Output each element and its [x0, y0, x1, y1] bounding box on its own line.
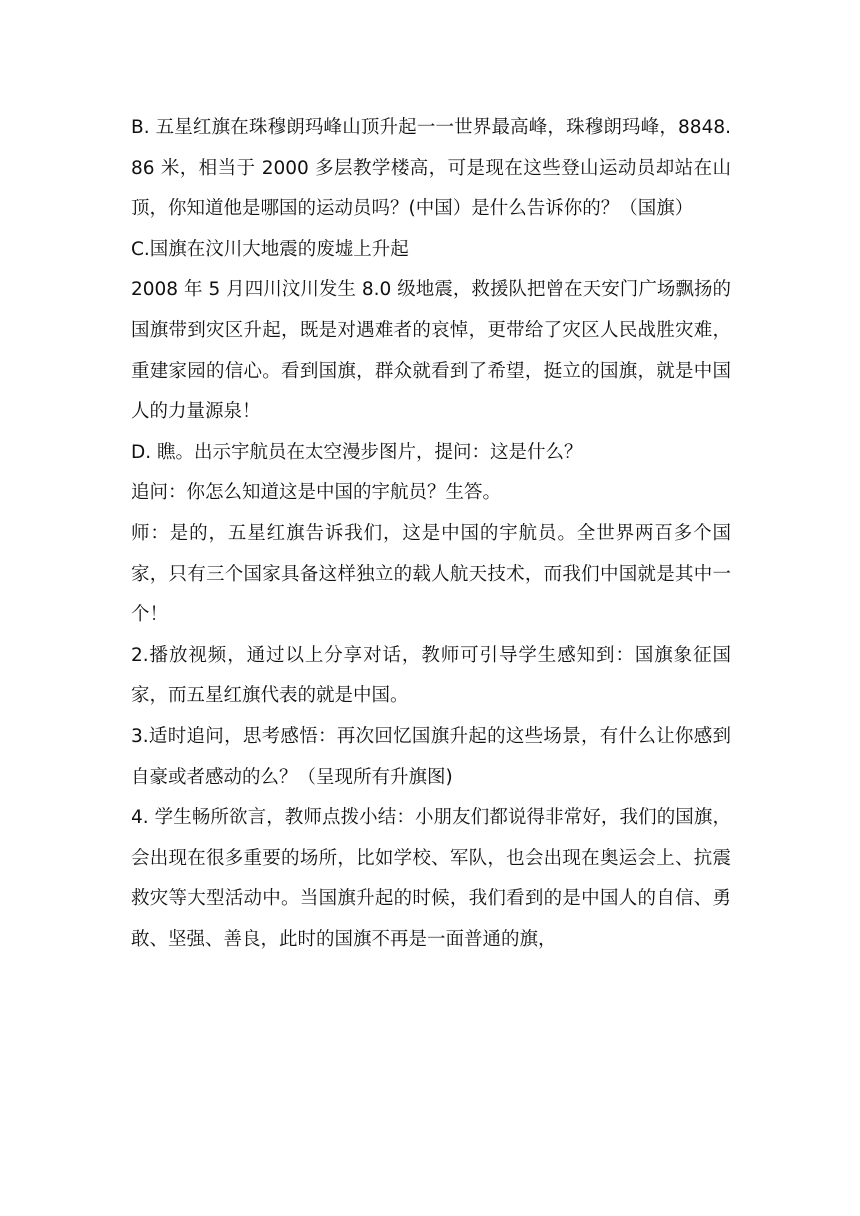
paragraph-step-2-video: 2.播放视频，通过以上分享对话，教师可引导学生感知到：国旗象征国家，而五星红旗代表的就是中国。 [131, 644, 731, 707]
paragraph-b-everest: B. 五星红旗在珠穆朗玛峰山顶升起一一世界最高峰，珠穆朗玛峰，8848.86 米，相当于 2000 多层教学楼高，可是现在这些登山运动员却站在山顶，你知道他是哪国的运动员吗？(中国）是什么告诉你的？（国旗） [131, 117, 731, 220]
paragraph-follow-up-question: 追问：你怎么知道这是中国的宇航员？生答。 [131, 482, 502, 504]
paragraph-step-3-reflection: 3.适时追问，思考感悟：再次回忆国旗升起的这些场景，有什么让你感到自豪或者感动的么？（呈现所有升旗图) [131, 725, 731, 788]
paragraph-c-heading: C.国旗在汶川大地震的废墟上升起 [131, 238, 409, 260]
paragraph-step-4-summary: 4. 学生畅所欲言，教师点拨小结：小朋友们都说得非常好，我们的国旗，会出现在很多重要的场所，比如学校、军队，也会出现在奥运会上、抗震救灾等大型活动中。当国旗升起的时候，我们看到的是中国人的自信、勇敢、坚强、善良，此时的国旗不再是一面普通的旗， [131, 807, 731, 950]
paragraph-d-astronaut: D. 瞧。出示宇航员在太空漫步图片，提问：这是什么？ [131, 441, 583, 463]
paragraph-teacher-remark: 师：是的，五星红旗告诉我们，这是中国的宇航员。全世界两百多个国家，只有三个国家具备这样独立的载人航天技术，而我们中国就是其中一个！ [131, 522, 731, 626]
paragraph-wenchuan-earthquake: 2008 年 5 月四川汶川发生 8.0 级地震，救援队把曾在天安门广场飘扬的国旗带到灾区升起，既是对遇难者的哀悼，更带给了灾区人民战胜灾难，重建家园的信心。看到国旗，群众就看到了希望，挺立的国旗，就是中国人的力量源泉！ [131, 279, 731, 423]
document-body [131, 108, 731, 960]
